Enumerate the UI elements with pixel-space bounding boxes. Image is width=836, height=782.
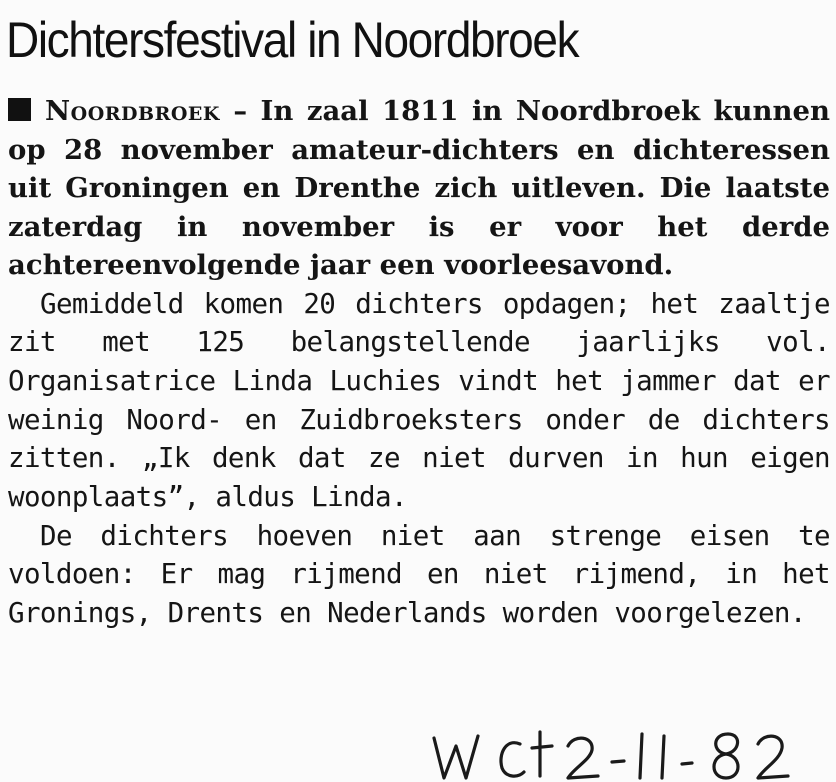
dateline: Noordbroek: [45, 95, 220, 127]
headline: Dichtersfestival in Noordbroek: [6, 12, 579, 68]
handwriting-stroke-1b: [662, 736, 664, 778]
lead-paragraph: [8, 92, 830, 285]
body-paragraph-1: Gemiddeld komen 20 dichters opdagen; het zaaltje zit met 125 belangstellende jaarlijks vol. Organisatrice Linda Luchies vindt het jammer dat er weinig Noord- en Zuidbroeksters onder de dichters zitten. „Ik denk dat ze niet durven in hun eigen woonplaats”, aldus Linda.: [8, 287, 830, 514]
handwriting-stroke-c: [501, 743, 524, 776]
handwriting-stroke-8: [714, 734, 738, 778]
body-paragraph-2: De dichters hoeven niet aan strenge eisen te voldoen: Er mag rijmend en niet rijmend, in het Gronings, Drents en Nederlands worden voorgelezen.: [8, 519, 830, 630]
handwriting-stroke-2: [568, 738, 598, 778]
article-body: [8, 92, 830, 633]
handwriting-stroke-t: [532, 732, 552, 776]
handwriting-stroke-w: [434, 736, 478, 778]
handwriting-stroke-2b: [758, 736, 788, 778]
handwritten-note: [428, 724, 836, 782]
square-bullet-icon: [8, 98, 31, 121]
handwriting-stroke-1a: [640, 734, 642, 778]
handwriting-stroke-dash1: [612, 761, 624, 762]
handwriting-stroke-dash2: [682, 763, 692, 764]
lead-text: – In zaal 1811 in Noordbroek kunnen op 28 november amateur-dichters en dichteressen uit Groningen en Drenthe zich uitleven. Die laatste zaterdag in november is er voor het derde achtereenvolgende jaar een voorleesavond.: [8, 95, 830, 281]
